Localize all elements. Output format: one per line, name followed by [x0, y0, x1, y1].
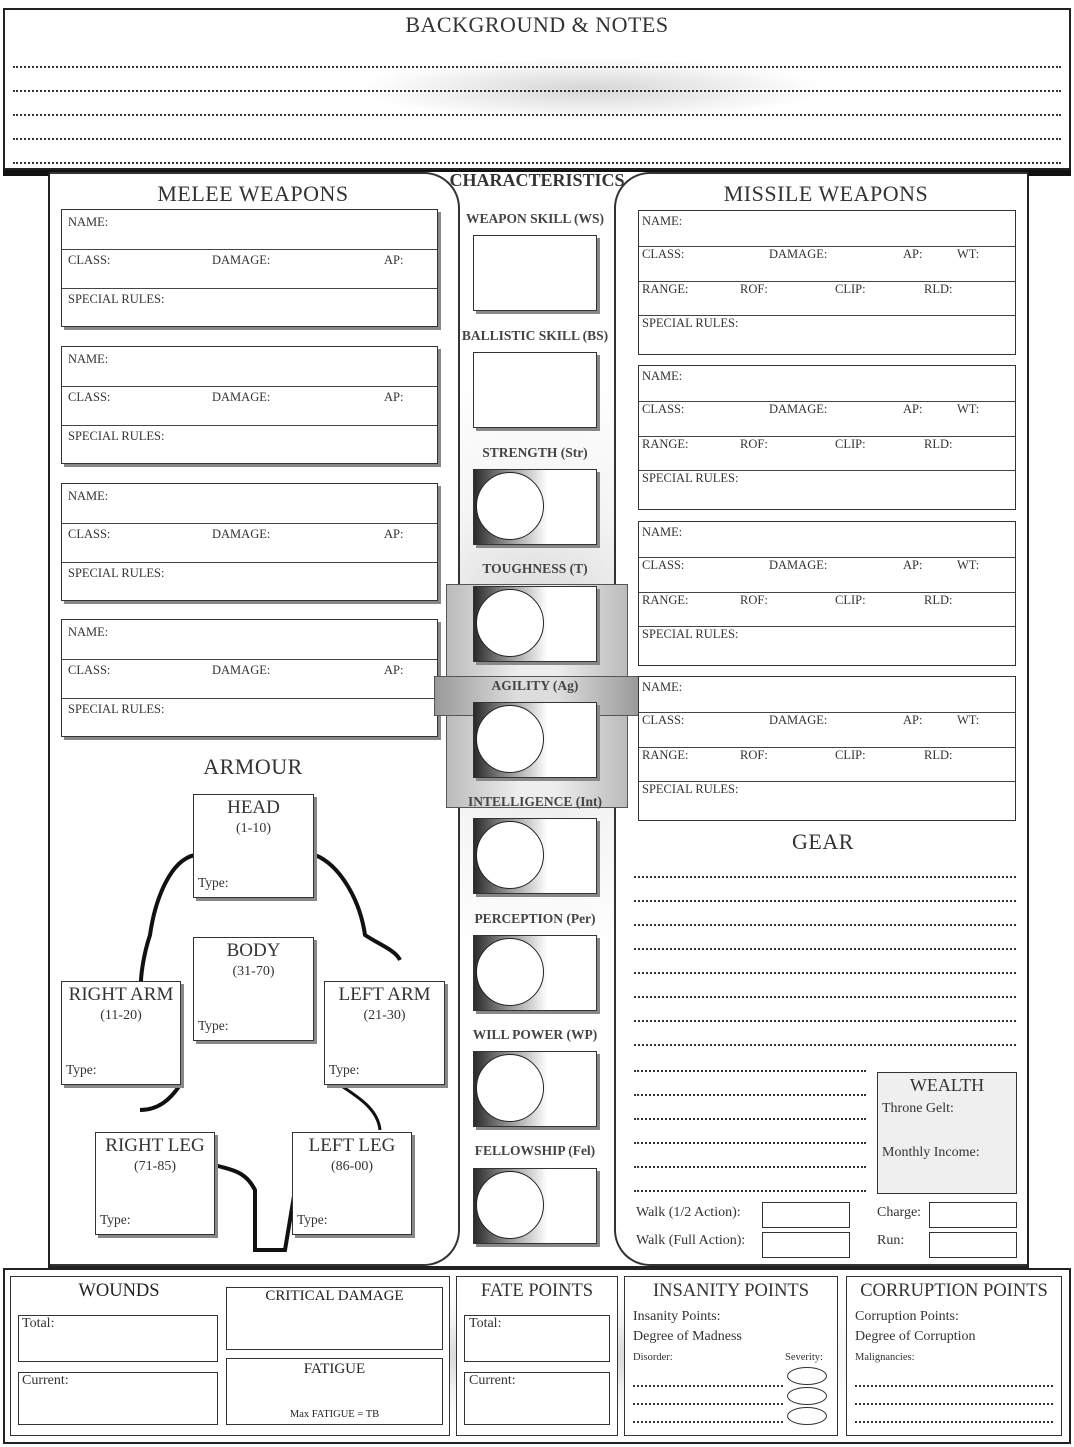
- severity-oval[interactable]: [787, 1407, 827, 1425]
- run-field[interactable]: [929, 1232, 1017, 1258]
- melee-ap-label: AP:: [384, 390, 404, 404]
- characteristic-label: BALLISTIC SKILL (BS): [461, 328, 609, 343]
- wounds-current-field[interactable]: [18, 1372, 218, 1425]
- wounds-total-label: Total:: [22, 1316, 55, 1331]
- missile-damage-label: DAMAGE:: [769, 713, 828, 727]
- insanity-points-title: INSANITY POINTS: [652, 1281, 810, 1301]
- missile-ap-label: AP:: [903, 402, 923, 416]
- armour-type-label: Type:: [198, 1018, 229, 1033]
- missile-rld-label: RLD:: [924, 748, 953, 762]
- melee-name-label: NAME:: [68, 625, 109, 639]
- armour-location-name: BODY: [226, 940, 281, 961]
- monthly-income-label: Monthly Income:: [882, 1145, 980, 1160]
- missile-class-row[interactable]: [639, 558, 1015, 593]
- fatigue-note: Max FATIGUE = TB: [289, 1409, 380, 1420]
- characteristic-value-box[interactable]: [473, 469, 597, 545]
- critical-damage-title: CRITICAL DAMAGE: [265, 1288, 404, 1304]
- missile-ap-label: AP:: [903, 247, 923, 261]
- missile-range-label: RANGE:: [642, 593, 689, 607]
- melee-class-row[interactable]: [62, 660, 437, 699]
- armour-location-range: (21-30): [363, 1008, 406, 1023]
- missile-range-row[interactable]: [639, 593, 1015, 627]
- characteristic-value-box[interactable]: [473, 935, 597, 1011]
- melee-name-label: NAME:: [68, 489, 109, 503]
- characteristic-label: PERCEPTION (Per): [474, 911, 596, 926]
- melee-class-label: CLASS:: [68, 390, 111, 404]
- missile-clip-label: CLIP:: [835, 437, 866, 451]
- gear-line[interactable]: [634, 972, 1016, 974]
- corruption-points-label: Corruption Points:: [855, 1309, 959, 1324]
- missile-clip-label: CLIP:: [835, 282, 866, 296]
- missile-special-row[interactable]: [639, 471, 1015, 510]
- background-notes-title: BACKGROUND & NOTES: [405, 12, 669, 37]
- missile-weapons-title: MISSILE WEAPONS: [723, 181, 929, 206]
- melee-class-row[interactable]: [62, 250, 437, 289]
- characteristic-bonus-circle[interactable]: [476, 472, 544, 540]
- melee-weapon-card: [61, 346, 438, 464]
- missile-wt-label: WT:: [957, 558, 980, 572]
- gear-line[interactable]: [634, 1020, 1016, 1022]
- disorder-label: Disorder:: [633, 1352, 673, 1363]
- missile-special-row[interactable]: [639, 782, 1015, 821]
- armour-body-box[interactable]: [193, 937, 314, 1041]
- notes-line[interactable]: [13, 114, 1061, 116]
- missile-name-label: NAME:: [642, 369, 683, 383]
- missile-special-label: SPECIAL RULES:: [642, 316, 739, 330]
- disorder-line[interactable]: [633, 1385, 783, 1387]
- armour-head-box[interactable]: [193, 794, 314, 898]
- fate-current-label: Current:: [469, 1373, 516, 1388]
- critical-damage-field[interactable]: [226, 1287, 443, 1350]
- melee-class-label: CLASS:: [68, 253, 111, 267]
- melee-ap-label: AP:: [384, 527, 404, 541]
- missile-range-row[interactable]: [639, 748, 1015, 782]
- degree-of-corruption-label: Degree of Corruption: [855, 1329, 976, 1344]
- missile-name-label: NAME:: [642, 214, 683, 228]
- background-notes-panel: [3, 8, 1071, 170]
- fate-total-field[interactable]: [464, 1315, 610, 1362]
- melee-damage-label: DAMAGE:: [212, 527, 271, 541]
- melee-special-row[interactable]: [62, 699, 437, 737]
- characteristic-label: FELLOWSHIP (Fel): [474, 1143, 596, 1158]
- characteristics-title: CHARACTERISTICS: [449, 170, 625, 190]
- missile-name-label: NAME:: [642, 680, 683, 694]
- melee-weapon-card: [61, 483, 438, 601]
- gear-line[interactable]: [634, 996, 1016, 998]
- missile-special-label: SPECIAL RULES:: [642, 782, 739, 796]
- characteristic-label: AGILITY (Ag): [491, 678, 579, 693]
- characteristic-label: WILL POWER (WP): [472, 1027, 598, 1042]
- gear-line[interactable]: [634, 948, 1016, 950]
- insanity-points-label: Insanity Points:: [633, 1309, 721, 1324]
- armour-location-range: (1-10): [236, 821, 271, 836]
- severity-oval[interactable]: [787, 1367, 827, 1385]
- characteristic-value-box[interactable]: [473, 1168, 597, 1244]
- characteristic-value-box[interactable]: [473, 818, 597, 894]
- missile-rof-label: ROF:: [740, 593, 768, 607]
- missile-name-row[interactable]: [639, 677, 1015, 713]
- melee-weapons-title: MELEE WEAPONS: [157, 181, 349, 206]
- characteristic-label: WEAPON SKILL (WS): [465, 211, 605, 226]
- missile-range-row[interactable]: [639, 282, 1015, 316]
- armour-type-label: Type:: [66, 1062, 97, 1077]
- melee-damage-label: DAMAGE:: [212, 663, 271, 677]
- melee-name-row[interactable]: [62, 347, 437, 387]
- missile-range-label: RANGE:: [642, 282, 689, 296]
- wounds-title: WOUNDS: [78, 1281, 160, 1301]
- melee-class-label: CLASS:: [68, 527, 111, 541]
- missile-rld-label: RLD:: [924, 593, 953, 607]
- missile-weapon-card: [638, 521, 1016, 666]
- gear-line[interactable]: [634, 876, 1016, 878]
- missile-class-row[interactable]: [639, 247, 1015, 282]
- walk-half-field[interactable]: [762, 1202, 850, 1228]
- melee-special-row[interactable]: [62, 289, 437, 327]
- melee-name-row[interactable]: [62, 620, 437, 660]
- characteristic-value-box[interactable]: [473, 1051, 597, 1127]
- fate-total-label: Total:: [469, 1316, 502, 1331]
- missile-wt-label: WT:: [957, 713, 980, 727]
- missile-class-label: CLASS:: [642, 402, 685, 416]
- melee-special-label: SPECIAL RULES:: [68, 429, 165, 443]
- armour-location-range: (86-00): [331, 1159, 373, 1174]
- missile-weapon-card: [638, 365, 1016, 510]
- charge-label: Charge:: [877, 1205, 922, 1220]
- characteristic-bonus-circle[interactable]: [476, 938, 544, 1006]
- armour-right-arm-box[interactable]: [61, 981, 181, 1085]
- missile-class-label: CLASS:: [642, 713, 685, 727]
- notes-line[interactable]: [13, 90, 1061, 92]
- melee-ap-label: AP:: [384, 253, 404, 267]
- characteristic-label: TOUGHNESS (T): [482, 561, 588, 576]
- armour-type-label: Type:: [198, 875, 229, 890]
- missile-range-row[interactable]: [639, 437, 1015, 471]
- melee-special-row[interactable]: [62, 426, 437, 464]
- missile-weapon-card: [638, 210, 1016, 355]
- fate-current-field[interactable]: [464, 1372, 610, 1425]
- notes-line[interactable]: [13, 162, 1061, 164]
- missile-class-label: CLASS:: [642, 247, 685, 261]
- missile-ap-label: AP:: [903, 558, 923, 572]
- missile-weapon-card: [638, 676, 1016, 821]
- insanity-points-panel: [624, 1276, 838, 1436]
- armour-location-name: RIGHT ARM: [68, 984, 174, 1005]
- gear-title: GEAR: [792, 829, 854, 854]
- missile-wt-label: WT:: [957, 247, 980, 261]
- missile-damage-label: DAMAGE:: [769, 558, 828, 572]
- throne-gelt-label: Throne Gelt:: [882, 1101, 954, 1116]
- wounds-total-field[interactable]: [18, 1315, 218, 1362]
- gear-line[interactable]: [634, 924, 1016, 926]
- characteristic-bonus-circle[interactable]: [476, 1171, 544, 1239]
- corruption-points-title: CORRUPTION POINTS: [860, 1281, 1048, 1301]
- armour-title: ARMOUR: [203, 754, 303, 779]
- melee-name-label: NAME:: [68, 215, 109, 229]
- corruption-points-panel: [846, 1276, 1062, 1436]
- missile-class-row[interactable]: [639, 713, 1015, 748]
- melee-name-row[interactable]: [62, 484, 437, 524]
- armour-location-name: LEFT ARM: [338, 984, 431, 1005]
- melee-damage-label: DAMAGE:: [212, 390, 271, 404]
- gear-line[interactable]: [634, 1190, 866, 1192]
- characteristic-bonus-circle[interactable]: [476, 821, 544, 889]
- gear-line[interactable]: [634, 900, 1016, 902]
- characteristic-bonus-circle[interactable]: [476, 1054, 544, 1122]
- gear-line[interactable]: [634, 1070, 866, 1072]
- missile-rld-label: RLD:: [924, 282, 953, 296]
- disorder-line[interactable]: [633, 1421, 783, 1423]
- missile-special-row[interactable]: [639, 316, 1015, 355]
- missile-range-label: RANGE:: [642, 748, 689, 762]
- severity-label: Severity:: [785, 1352, 823, 1363]
- gear-line[interactable]: [634, 1166, 866, 1168]
- armour-type-label: Type:: [297, 1212, 328, 1227]
- gear-line[interactable]: [634, 1044, 1016, 1046]
- missile-clip-label: CLIP:: [835, 593, 866, 607]
- melee-weapon-card: [61, 209, 438, 327]
- melee-special-label: SPECIAL RULES:: [68, 566, 165, 580]
- armour-right-leg-box[interactable]: [95, 1132, 215, 1235]
- missile-name-row[interactable]: [639, 366, 1015, 402]
- melee-damage-label: DAMAGE:: [212, 253, 271, 267]
- armour-location-name: LEFT LEG: [308, 1135, 396, 1156]
- run-label: Run:: [877, 1233, 905, 1248]
- missile-special-row[interactable]: [639, 627, 1015, 666]
- armour-location-range: (31-70): [232, 964, 275, 979]
- fatigue-title: FATIGUE: [303, 1361, 366, 1377]
- missile-clip-label: CLIP:: [835, 748, 866, 762]
- severity-oval[interactable]: [787, 1387, 827, 1405]
- melee-ap-label: AP:: [384, 663, 404, 677]
- missile-special-label: SPECIAL RULES:: [642, 627, 739, 641]
- missile-name-row[interactable]: [639, 211, 1015, 247]
- walk-full-field[interactable]: [762, 1232, 850, 1258]
- armour-location-range: (71-85): [134, 1159, 176, 1174]
- melee-class-label: CLASS:: [68, 663, 111, 677]
- armour-location-name: RIGHT LEG: [105, 1135, 205, 1156]
- missile-rof-label: ROF:: [740, 748, 768, 762]
- missile-class-row[interactable]: [639, 402, 1015, 437]
- malignancies-label: Malignancies:: [855, 1352, 915, 1363]
- missile-ap-label: AP:: [903, 713, 923, 727]
- missile-rld-label: RLD:: [924, 437, 953, 451]
- melee-name-row[interactable]: [62, 210, 437, 250]
- melee-name-label: NAME:: [68, 352, 109, 366]
- notes-line[interactable]: [13, 138, 1061, 140]
- melee-special-row[interactable]: [62, 563, 437, 601]
- wounds-current-label: Current:: [22, 1373, 69, 1388]
- degree-of-madness-label: Degree of Madness: [633, 1329, 742, 1344]
- gear-line[interactable]: [634, 1094, 866, 1096]
- missile-rof-label: ROF:: [740, 437, 768, 451]
- fate-points-title: FATE POINTS: [480, 1281, 594, 1301]
- malignancy-line[interactable]: [855, 1385, 1053, 1387]
- missile-damage-label: DAMAGE:: [769, 247, 828, 261]
- walk-half-label: Walk (1/2 Action):: [636, 1205, 741, 1220]
- characteristic-value-box[interactable]: [473, 235, 597, 311]
- missile-class-label: CLASS:: [642, 558, 685, 572]
- armour-type-label: Type:: [329, 1062, 360, 1077]
- characteristic-bonus-circle[interactable]: [476, 589, 544, 657]
- armour-left-leg-box[interactable]: [292, 1132, 412, 1235]
- missile-special-label: SPECIAL RULES:: [642, 471, 739, 485]
- melee-weapon-card: [61, 619, 438, 737]
- characteristic-value-box[interactable]: [473, 586, 597, 662]
- armour-left-arm-box[interactable]: [324, 981, 445, 1085]
- wealth-title: WEALTH: [909, 1075, 985, 1095]
- armour-type-label: Type:: [100, 1212, 131, 1227]
- gear-line[interactable]: [634, 1142, 866, 1144]
- armour-location-name: HEAD: [227, 797, 280, 818]
- missile-name-label: NAME:: [642, 525, 683, 539]
- missile-wt-label: WT:: [957, 402, 980, 416]
- characteristic-label: STRENGTH (Str): [482, 445, 588, 460]
- characteristic-value-box[interactable]: [473, 352, 597, 428]
- characteristic-value-box[interactable]: [473, 702, 597, 778]
- charge-field[interactable]: [929, 1202, 1017, 1228]
- fatigue-field[interactable]: [226, 1358, 443, 1425]
- missile-rof-label: ROF:: [740, 282, 768, 296]
- wealth-box: [877, 1072, 1017, 1194]
- gear-line[interactable]: [634, 1118, 866, 1120]
- characteristic-label: INTELLIGENCE (Int): [468, 794, 602, 809]
- malignancy-line[interactable]: [855, 1403, 1053, 1405]
- melee-class-row[interactable]: [62, 524, 437, 563]
- missile-name-row[interactable]: [639, 522, 1015, 558]
- disorder-line[interactable]: [633, 1403, 783, 1405]
- melee-special-label: SPECIAL RULES:: [68, 702, 165, 716]
- missile-damage-label: DAMAGE:: [769, 402, 828, 416]
- melee-special-label: SPECIAL RULES:: [68, 292, 165, 306]
- walk-full-label: Walk (Full Action):: [636, 1233, 746, 1248]
- missile-range-label: RANGE:: [642, 437, 689, 451]
- melee-class-row[interactable]: [62, 387, 437, 426]
- notes-line[interactable]: [13, 66, 1061, 68]
- armour-location-range: (11-20): [100, 1008, 142, 1023]
- malignancy-line[interactable]: [855, 1421, 1053, 1423]
- characteristic-bonus-circle[interactable]: [476, 705, 544, 773]
